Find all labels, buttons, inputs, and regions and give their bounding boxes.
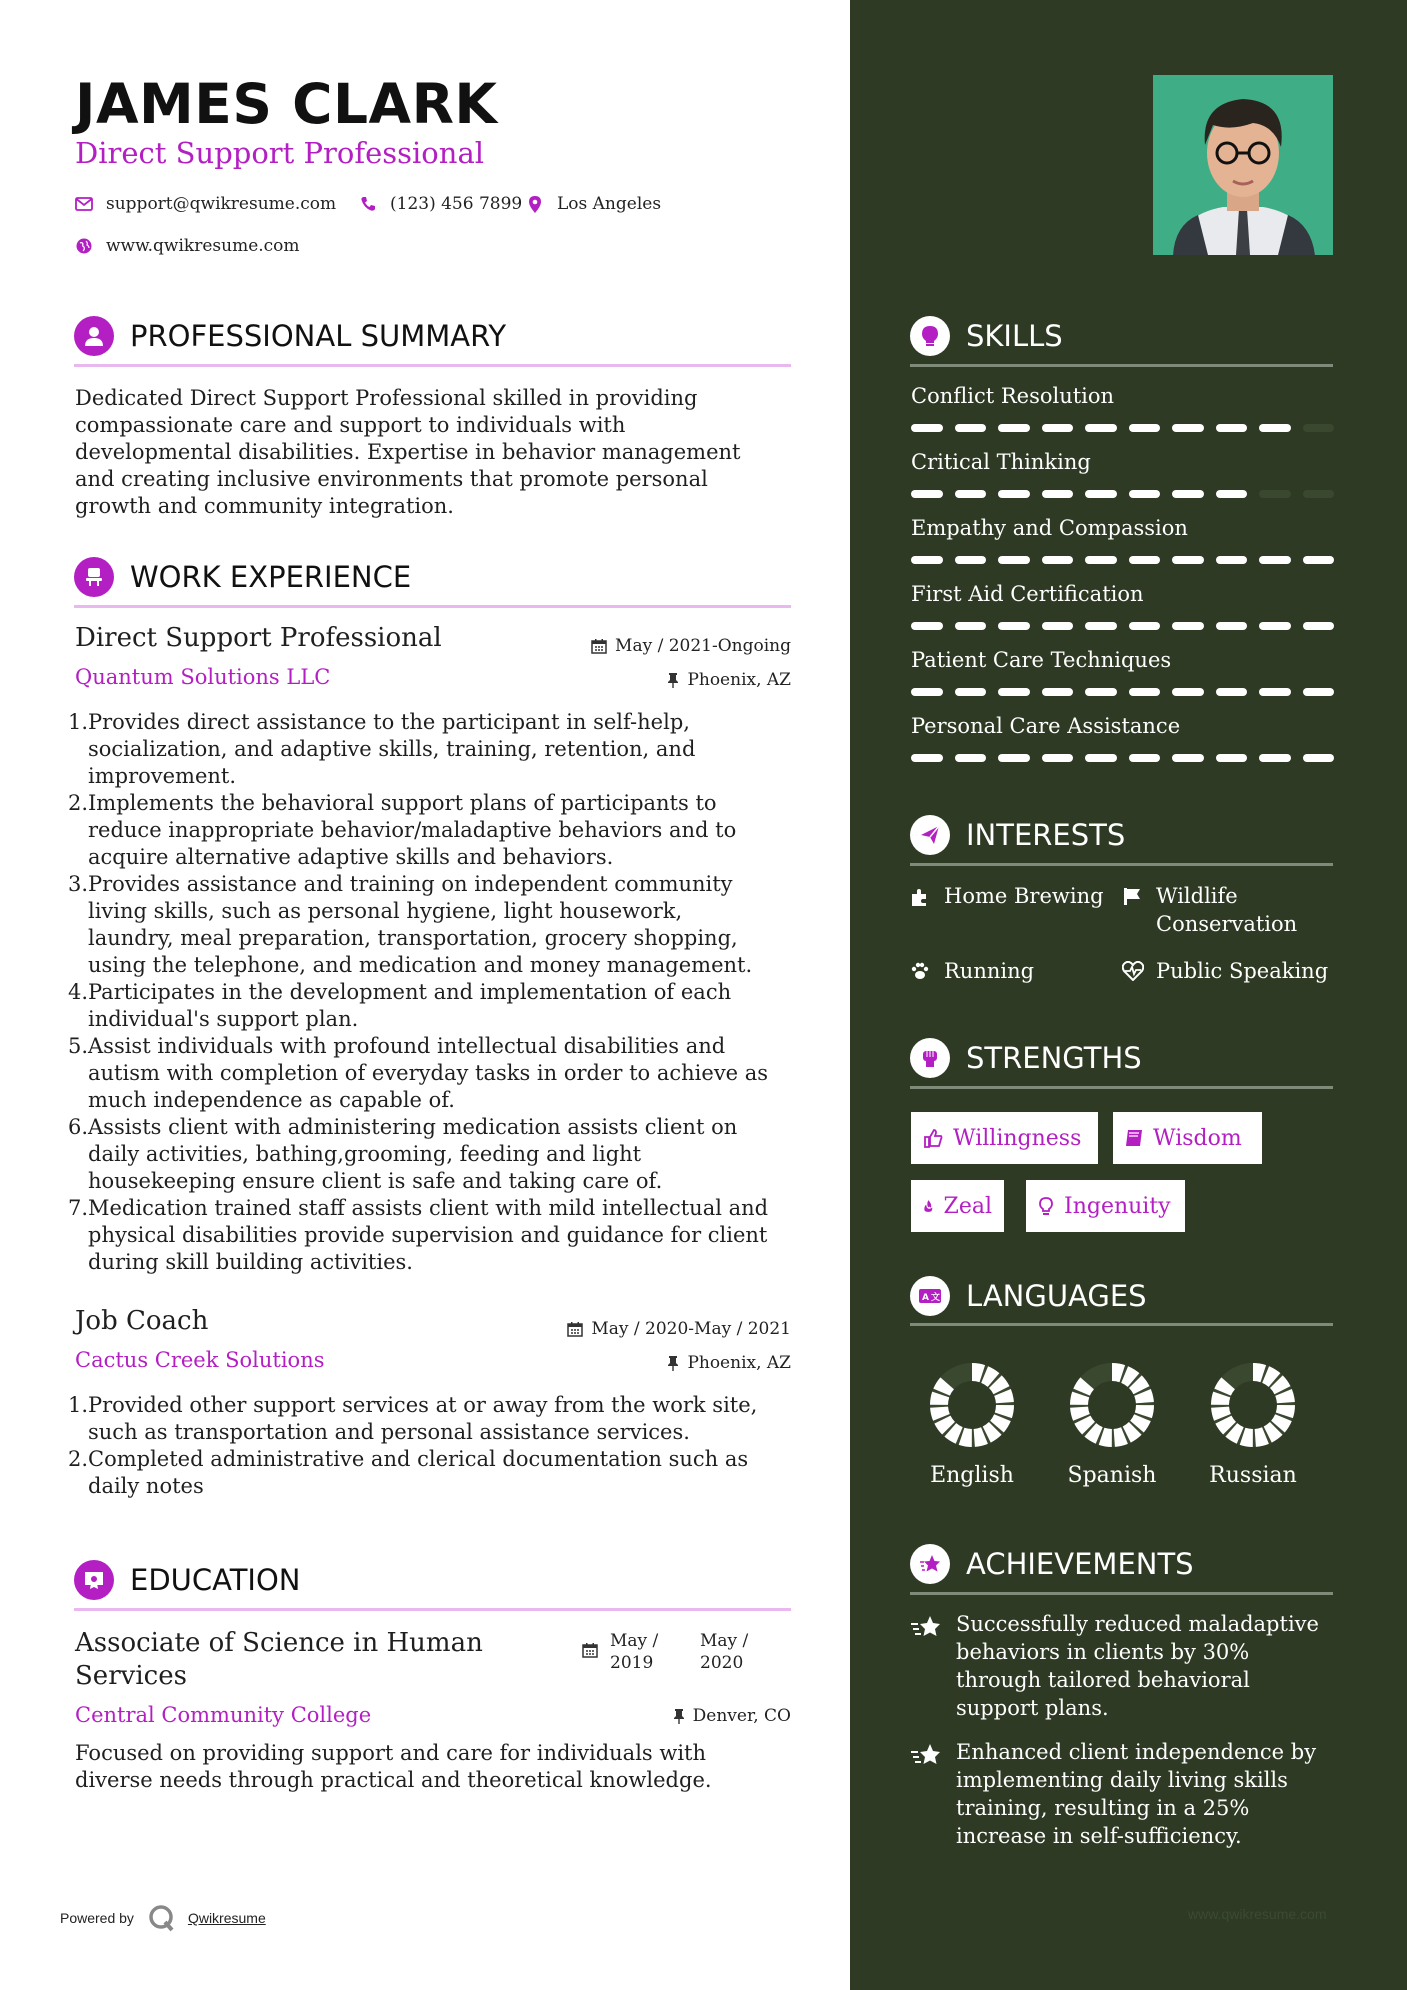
skill-dash: [911, 424, 943, 432]
skill-dash: [911, 622, 943, 630]
calendar-icon: [567, 1321, 583, 1337]
education-heading: EDUCATION: [74, 1560, 301, 1600]
education-description: Focused on providing support and care for individuals with diverse needs through practical and theoretical knowledge.: [75, 1741, 712, 1792]
skill-dash: [1303, 754, 1335, 762]
skill-dash: [1172, 688, 1204, 696]
skill-dash: [1085, 688, 1117, 696]
skill-dash: [1216, 622, 1248, 630]
pushpin-icon: [667, 672, 679, 688]
skill-dash: [1042, 490, 1074, 498]
skill-dash: [1303, 490, 1335, 498]
lightbulb-icon: [910, 316, 950, 356]
skill-dash: [1129, 622, 1161, 630]
summary-text: Dedicated Direct Support Professional skilled in providing compassionate care and support to individuals with developmental disabilities. Expertise in behavior management and creating inclusive environments that promote personal growth and community integration.: [75, 386, 741, 518]
summary-rule: [74, 364, 791, 367]
interests-rule: [910, 863, 1333, 866]
svg-text:文: 文: [931, 1293, 941, 1303]
skill-dash: [1216, 688, 1248, 696]
interest-item: Home Brewing: [910, 882, 1104, 910]
skill-dash: [1085, 490, 1117, 498]
school-name: Central Community College: [75, 1703, 372, 1727]
language-ring: [1210, 1362, 1296, 1448]
interest-item: Running: [910, 957, 1034, 985]
skill-dash: [998, 688, 1030, 696]
job-location: Phoenix, AZ: [480, 670, 791, 690]
list-item: 6. Assists client with administering medication assists client on daily activities, bathing,grooming, feeding and light housekeeping ensure client is safe and taking care of.: [68, 1115, 738, 1193]
skill-dash: [911, 754, 943, 762]
contact-location: [523, 194, 661, 214]
language-name: Spanish: [1067, 1463, 1157, 1488]
skill-name: Empathy and Compassion: [911, 516, 1188, 540]
job-duties: [68, 709, 808, 1276]
lightbulb-outline-icon: [1038, 1196, 1054, 1216]
chair-icon: [74, 557, 114, 597]
strength-badge: Willingness: [911, 1112, 1098, 1164]
map-pin-icon: [523, 195, 547, 213]
list-item: 1. Provided other support services at or away from the work site, such as transportation and personal assistance services.: [68, 1393, 758, 1444]
star-icon: [910, 1544, 950, 1584]
skill-dash: [1172, 490, 1204, 498]
language-ring: [929, 1362, 1015, 1448]
skill-dash: [998, 424, 1030, 432]
svg-text:A: A: [922, 1293, 929, 1303]
phone-icon: [356, 195, 380, 213]
skill-dash: [1129, 754, 1161, 762]
candidate-name: JAMES CLARK: [75, 72, 498, 136]
job-dates: May / 2020-May / 2021: [480, 1319, 791, 1339]
company-name: Cactus Creek Solutions: [75, 1348, 325, 1372]
languages-rule: [910, 1323, 1333, 1326]
paper-plane-icon: [910, 815, 950, 855]
skill-dash: [955, 424, 987, 432]
powered-by: Powered by Qwikresume: [60, 1904, 266, 1932]
job-title: Job Coach: [75, 1306, 209, 1336]
list-item: 1. Provides direct assistance to the participant in self-help, socialization, and adaptive skills, training, retention, and improvement.: [68, 710, 696, 788]
skill-dash: [911, 688, 943, 696]
skill-dash: [1042, 622, 1074, 630]
skill-dash: [955, 688, 987, 696]
list-item: 2. Completed administrative and clerical documentation such as daily notes: [68, 1447, 749, 1498]
skill-dash: [1259, 424, 1291, 432]
contact-phone[interactable]: [356, 194, 522, 214]
job-location: Phoenix, AZ: [480, 1353, 791, 1373]
strength-badge: Ingenuity: [1026, 1180, 1185, 1232]
profile-photo: [1153, 75, 1333, 255]
calendar-icon: [582, 1642, 598, 1658]
fire-icon: [923, 1196, 934, 1216]
skill-dash: [1085, 556, 1117, 564]
summary-heading: PROFESSIONAL SUMMARY: [74, 316, 506, 356]
skill-dash: [1085, 622, 1117, 630]
contact-email[interactable]: [72, 194, 336, 214]
contact-website[interactable]: [72, 236, 300, 256]
degree-title: Associate of Science in Human Services: [75, 1628, 483, 1691]
user-icon: [74, 316, 114, 356]
qwikresume-link[interactable]: Qwikresume: [187, 1910, 266, 1926]
skill-name: Patient Care Techniques: [911, 648, 1172, 672]
skill-level-bar: [911, 622, 1334, 630]
skill-dash: [1172, 424, 1204, 432]
skill-dash: [955, 754, 987, 762]
skill-dash: [998, 622, 1030, 630]
shooting-star-icon: [910, 1738, 946, 1775]
strengths-heading: STRENGTHS: [910, 1038, 1142, 1078]
job-dates: May / 2021-Ongoing: [480, 636, 791, 656]
thumbs-up-icon: [923, 1128, 943, 1148]
skill-dash: [1042, 424, 1074, 432]
skill-dash: [1259, 490, 1291, 498]
pushpin-icon: [673, 1708, 685, 1724]
skill-dash: [1085, 754, 1117, 762]
experience-rule: [74, 605, 791, 608]
fist-icon: [910, 1038, 950, 1078]
interest-item: Public Speaking: [1122, 957, 1328, 985]
skill-dash: [1172, 556, 1204, 564]
skill-dash: [1259, 688, 1291, 696]
skills-heading: SKILLS: [910, 316, 1063, 356]
skill-level-bar: [911, 556, 1334, 564]
candidate-role: Direct Support Professional: [75, 136, 485, 170]
skill-dash: [1042, 754, 1074, 762]
job-duties: [68, 1392, 808, 1500]
skill-dash: [998, 490, 1030, 498]
footer-url[interactable]: www.qwikresume.com: [1188, 1906, 1327, 1922]
skill-dash: [1259, 556, 1291, 564]
languages-heading: A 文 LANGUAGES: [910, 1276, 1147, 1316]
skill-dash: [1216, 490, 1248, 498]
interest-item: Wildlife Conservation: [1122, 882, 1297, 938]
book-icon: [1125, 1128, 1143, 1148]
skill-dash: [1259, 754, 1291, 762]
puzzle-icon: [910, 882, 936, 910]
education-location: Denver, CO: [480, 1706, 791, 1726]
location-text: Los Angeles: [557, 194, 662, 214]
skill-dash: [1303, 622, 1335, 630]
achievement-item: Enhanced client independence by implementing daily living skills training, resulting in a 25% increase in self-sufficiency.: [910, 1738, 1335, 1850]
skill-dash: [1129, 556, 1161, 564]
skill-name: First Aid Certification: [911, 582, 1144, 606]
qwikresume-logo-icon: [148, 1904, 176, 1932]
skill-name: Conflict Resolution: [911, 384, 1115, 408]
skill-dash: [1129, 490, 1161, 498]
education-rule: [74, 1608, 791, 1611]
achievements-rule: [910, 1592, 1333, 1595]
achievement-item: Successfully reduced maladaptive behaviors in clients by 30% through tailored behavioral support plans.: [910, 1610, 1335, 1722]
list-item: 2. Implements the behavioral support plans of participants to reduce inappropriate behavior/maladaptive behaviors and to acquire alternative adaptive skills and behaviors.: [68, 791, 737, 869]
skill-dash: [1216, 556, 1248, 564]
skill-dash: [1216, 754, 1248, 762]
list-item: 5. Assist individuals with profound intellectual disabilities and autism with completion of everyday tasks in order to achieve as much independence as capable of.: [68, 1034, 769, 1112]
envelope-icon: [72, 195, 96, 213]
list-item: 7. Medication trained staff assists client with mild intellectual and physical disabilities provide supervision and guidance for client during skill building activities.: [68, 1196, 769, 1274]
skill-dash: [1303, 556, 1335, 564]
skill-dash: [955, 556, 987, 564]
skills-rule: [910, 364, 1333, 367]
experience-heading: WORK EXPERIENCE: [74, 557, 411, 597]
paw-icon: [910, 957, 936, 985]
skill-dash: [998, 754, 1030, 762]
achievements-heading: ACHIEVEMENTS: [910, 1544, 1194, 1584]
language-name: Russian: [1209, 1463, 1297, 1488]
skill-dash: [998, 556, 1030, 564]
skill-dash: [1303, 424, 1335, 432]
flag-icon: [1122, 882, 1148, 910]
skill-dash: [1259, 622, 1291, 630]
skill-dash: [1172, 622, 1204, 630]
language-icon: [910, 1276, 950, 1316]
interests-heading: INTERESTS: [910, 815, 1125, 855]
shooting-star-icon: [910, 1610, 946, 1647]
website-text: www.qwikresume.com: [106, 236, 300, 256]
language-name: English: [930, 1463, 1014, 1488]
list-item: 3. Provides assistance and training on independent community living skills, such as personal hygiene, light housework, laundry, meal preparation, transportation, grocery shopping, using the telephone, and medication and money management.: [68, 872, 753, 977]
heartbeat-icon: [1122, 957, 1148, 985]
skill-dash: [1303, 688, 1335, 696]
skill-dash: [1172, 754, 1204, 762]
language-ring: [1069, 1362, 1155, 1448]
email-text: support@qwikresume.com: [106, 194, 337, 214]
pushpin-icon: [667, 1355, 679, 1371]
phone-text: (123) 456 7899: [390, 194, 523, 214]
job-title: Direct Support Professional: [75, 623, 442, 653]
skill-dash: [1042, 556, 1074, 564]
skill-level-bar: [911, 688, 1334, 696]
strengths-rule: [910, 1086, 1333, 1089]
skill-dash: [955, 490, 987, 498]
skill-dash: [1129, 424, 1161, 432]
company-name: Quantum Solutions LLC: [75, 665, 331, 689]
skill-name: Critical Thinking: [911, 450, 1091, 474]
skill-dash: [1129, 688, 1161, 696]
skill-name: Personal Care Assistance: [911, 714, 1181, 738]
certificate-icon: [74, 1560, 114, 1600]
strength-badge: Wisdom: [1113, 1112, 1262, 1164]
skill-level-bar: [911, 754, 1334, 762]
skill-dash: [1085, 424, 1117, 432]
skill-level-bar: [911, 424, 1334, 432]
skill-level-bar: [911, 490, 1334, 498]
list-item: 4. Participates in the development and implementation of each individual's support plan.: [68, 980, 732, 1031]
strength-badge: Zeal: [911, 1180, 1004, 1232]
skill-dash: [1216, 424, 1248, 432]
skill-dash: [955, 622, 987, 630]
globe-icon: [72, 237, 96, 255]
calendar-icon: [591, 638, 607, 654]
skill-dash: [911, 490, 943, 498]
skill-dash: [911, 556, 943, 564]
skill-dash: [1042, 688, 1074, 696]
